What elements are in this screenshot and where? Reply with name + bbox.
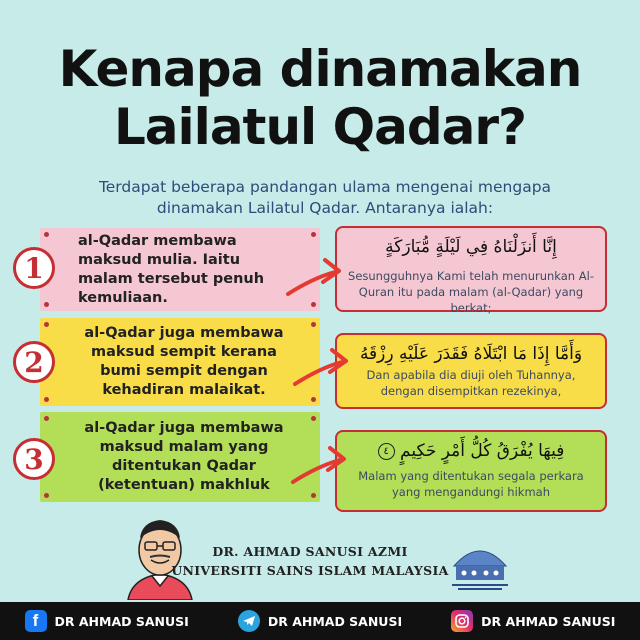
point-1-verse-card (335, 226, 607, 315)
point-3-translation: Malam yang ditentukan segala perkara yang mengandungi hikmah (358, 469, 584, 499)
footer-instagram-label: DR AHMAD SANUSI (481, 613, 616, 629)
point-2-number: 2 (13, 341, 55, 383)
point-3-arabic-line (337, 438, 605, 464)
point-3-verse-card (335, 430, 607, 512)
footer-bar (0, 602, 640, 640)
point-1-text: al-Qadar membawa maksud mulia. Iaitu malam tersebut penuh kemuliaan. (78, 232, 265, 306)
point-2-arabic: وَأَمَّا إِذَا مَا ابْتَلَاهُ فَقَدَرَ عَلَيْهِ رِزْقَهُ (359, 344, 583, 364)
point-3-card (40, 412, 320, 502)
point-2-card (40, 318, 320, 406)
ayah-number-badge: ٤ (378, 443, 395, 460)
point-3-number: 3 (13, 438, 55, 480)
title-line-1: Kenapa dinamakan (58, 40, 582, 98)
instagram-icon (451, 610, 473, 632)
title-line-2: Lailatul Qadar? (113, 98, 527, 156)
point-3-arabic: فِيهَا يُفْرَقُ كُلُّ أَمْرٍ حَكِيمٍ (400, 441, 565, 461)
point-3-text: al-Qadar juga membawa maksud malam yang ditentukan Qadar (ketentuan) makhluk (84, 420, 284, 493)
point-2-text: al-Qadar juga membawa maksud sempit kerana bumi sempit dengan kehadiran malaikat. (84, 325, 284, 398)
point-1-number: 1 (13, 247, 55, 289)
intro-text: Terdapat beberapa pandangan ulama mengenai mengapa dinamakan Lailatul Qadar. Antaranya ialah: (98, 178, 552, 217)
author-university: UNIVERSITI SAINS ISLAM MALAYSIA (171, 563, 449, 578)
point-1-card (40, 228, 320, 311)
facebook-icon: f (25, 610, 47, 632)
arrow-1-icon (285, 250, 345, 300)
author-name: DR. AHMAD SANUSI AZMI (212, 544, 408, 559)
point-1-translation: Sesungguhnya Kami telah menurunkan Al-Quran itu pada malam (al-Qadar) yang berkat; (348, 269, 594, 315)
footer-facebook-label: DR AHMAD SANUSI (54, 613, 189, 629)
point-2-verse-card (335, 333, 607, 409)
telegram-icon (238, 610, 260, 632)
footer-telegram-link[interactable] (238, 610, 402, 632)
footer-telegram-label: DR AHMAD SANUSI (267, 613, 403, 629)
author-block (160, 542, 460, 580)
point-2-translation: Dan apabila dia diuji oleh Tuhannya, dengan disempitkan rezekinya, (366, 368, 576, 398)
arrow-2-icon (292, 340, 352, 390)
arrow-3-icon (290, 438, 350, 488)
point-1-arabic: إِنَّا أَنزَلْنَاهُ فِي لَيْلَةٍ مُّبَارَكَةٍ (385, 237, 557, 257)
footer-facebook-link[interactable] (25, 610, 189, 632)
usim-logo-icon (448, 532, 512, 594)
footer-instagram-link[interactable] (451, 610, 615, 632)
page-title (0, 40, 640, 156)
